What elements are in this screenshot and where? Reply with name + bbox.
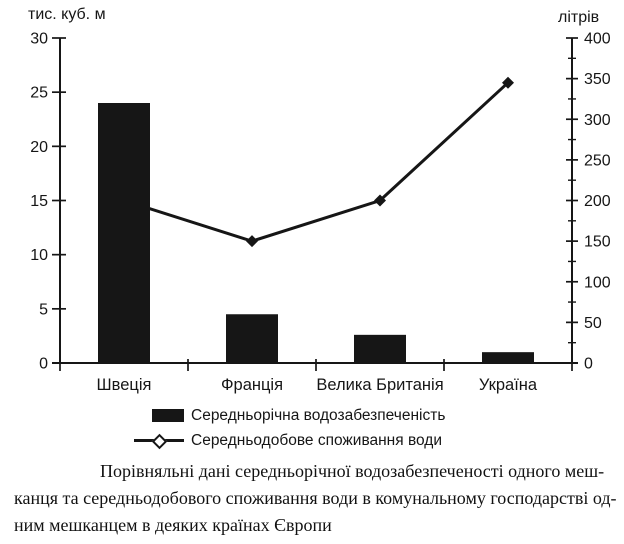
bar-swatch-icon: [152, 409, 184, 422]
right-axis-tick-label: 200: [584, 193, 611, 210]
line-series-consumption: [124, 83, 508, 241]
category-label-Франція: Франція: [220, 376, 284, 394]
left-axis-tick-label: 20: [30, 138, 48, 156]
left-axis-title: тис. куб. м: [28, 6, 106, 23]
category-label-Велика Британія: Велика Британія: [316, 376, 444, 394]
right-axis-tick-label: 100: [584, 274, 611, 292]
left-axis-tick-label: 25: [30, 84, 48, 102]
left-axis-tick-label: 15: [30, 193, 48, 210]
category-label-Швеція: Швеція: [96, 376, 152, 394]
diamond-marker-Франція: [246, 235, 258, 247]
line-diamond-swatch-icon: [134, 434, 184, 447]
left-axis-tick-label: 10: [30, 247, 48, 265]
caption-line: канця та середньодобового споживання води в комунальному господарстві од-: [14, 488, 617, 508]
right-axis-tick-label: 350: [584, 71, 611, 89]
left-axis-tick-label: 30: [30, 30, 48, 48]
chart-legend: [130, 403, 445, 453]
right-axis-tick-label: 250: [584, 152, 611, 170]
bar-Велика Британія: [354, 335, 406, 363]
legend-item-bar-series: [130, 403, 445, 428]
category-label-Україна: Україна: [478, 376, 538, 394]
right-axis-tick-label: 300: [584, 111, 611, 129]
caption-line: Порівняльні дані середньорічної водозабезпеченості одного меш-: [100, 461, 605, 481]
figure-caption: [14, 458, 617, 539]
caption-line: ним мешканцем в деяких країнах Європи: [14, 515, 332, 535]
left-axis-tick-label: 5: [39, 301, 48, 319]
bar-Швеція: [98, 103, 150, 363]
bar-Франція: [226, 314, 278, 363]
left-axis-tick-label: 0: [39, 355, 48, 373]
right-axis-tick-label: 0: [584, 355, 593, 373]
right-axis-tick-label: 150: [584, 233, 611, 251]
right-axis-tick-label: 50: [584, 314, 602, 332]
right-axis-title: літрів: [558, 9, 600, 26]
legend-item-line-series: [130, 428, 445, 453]
bar-Україна: [482, 352, 534, 363]
legend-line-label: Середньодобове споживання води: [191, 431, 442, 449]
right-axis-tick-label: 400: [584, 30, 611, 48]
legend-bar-label: Середньорічна водозабезпеченість: [191, 406, 446, 424]
